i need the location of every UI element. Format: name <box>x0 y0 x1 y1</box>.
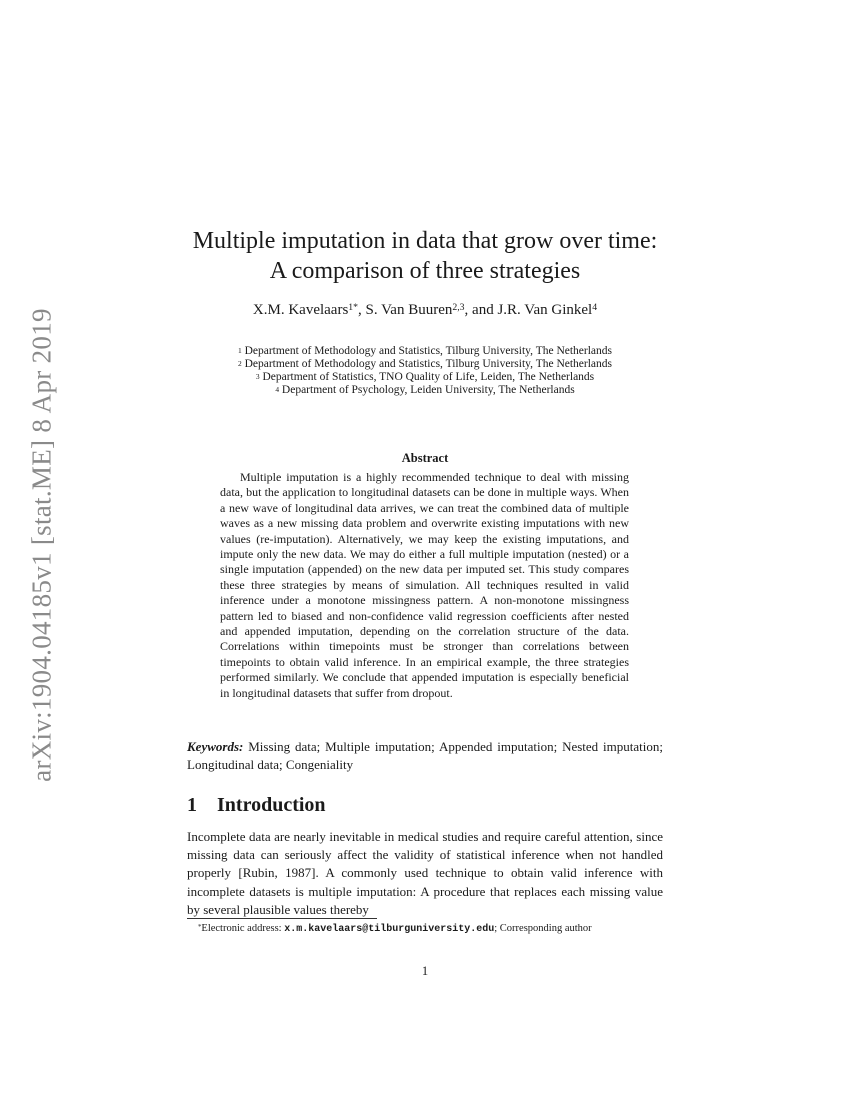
affiliation-text: Department of Psychology, Leiden University, The Netherlands <box>281 384 575 396</box>
footnote-rule <box>187 918 377 919</box>
keywords-label: Keywords: <box>187 739 244 754</box>
author-separator: , <box>358 302 366 318</box>
footnote-suffix: ; Corresponding author <box>494 923 592 934</box>
affiliation-line <box>180 371 670 384</box>
title-line-2: A comparison of three strategies <box>269 258 581 284</box>
affiliation-number: 1 <box>237 345 242 355</box>
abstract-body: Multiple imputation is a highly recommended technique to deal with missing data, but the application to longitudinal datasets can be done in multiple ways. When a new wave of longitudinal data arrives, we can treat the combined data of multiple waves as a new missing data problem and overwrite existing imputations with new values (re-imputation). Alternatively, we may keep the existing imputations, and impute only the new data. We may do either a full multiple imputation (nested) or a single imputation (appended) on the new data per imputed set. This study compares these three strategies by means of simulation. All techniques resulted in valid inference under a monotone missingness pattern. A non-monotone missingness pattern led to biased and non-confidence valid regression coefficients after nested and appended imputation, depending on the correlation structure of the data. Correlations within timepoints must be stronger than correlations between timepoints to obtain valid inference. In an empirical example, the three strategies performed similarly. We conclude that appended imputation is especially beneficial in longitudinal datasets that suffer from dropout. <box>220 470 629 700</box>
author-name: J.R. Van Ginkel <box>497 302 593 318</box>
footnote-prefix: Electronic address: <box>201 923 285 934</box>
keywords-text: Missing data; Multiple imputation; Appended imputation; Nested imputation; Longitudinal data; Congeniality <box>187 739 664 772</box>
author-name: S. Van Buuren <box>365 302 453 318</box>
author-affil-mark: 2,3 <box>452 302 465 314</box>
paper-title <box>180 226 670 286</box>
affiliation-text: Department of Methodology and Statistics, Tilburg University, The Netherlands <box>244 345 613 357</box>
affiliation-number: 3 <box>255 371 260 381</box>
affiliation-text: Department of Methodology and Statistics, Tilburg University, The Netherlands <box>244 358 613 370</box>
keywords <box>187 738 663 774</box>
author-separator: , and <box>464 302 498 318</box>
author-list <box>180 300 670 320</box>
author-affil-mark: 4 <box>592 302 598 314</box>
page-number: 1 <box>421 964 429 978</box>
author-affil-mark: 1* <box>348 302 359 314</box>
affiliation-number: 4 <box>275 384 280 394</box>
section-number: 1 <box>187 794 197 816</box>
affiliation-number: 2 <box>237 358 242 368</box>
section-heading <box>187 794 326 817</box>
section-title: Introduction <box>217 794 326 816</box>
footnote-mark: * <box>198 923 202 931</box>
introduction-body: Incomplete data are nearly inevitable in medical studies and require careful attention, since missing data can seriously affect the validity of statistical inference when not handled properly [Rubin, 1987]. A commonly used technique to obtain valid inference with incomplete datasets is multiple imputation: A procedure that replaces each missing value by several plausible values thereby <box>187 829 663 917</box>
footnote <box>198 922 592 937</box>
affiliation-text: Department of Statistics, TNO Quality of Life, Leiden, The Netherlands <box>262 371 595 383</box>
footnote-email[interactable]: x.m.kavelaars@tilburguniversity.edu <box>284 924 495 935</box>
affiliation-line <box>180 358 670 371</box>
author-name: X.M. Kavelaars <box>252 302 349 318</box>
arxiv-stamp: arXiv:1904.04185v1 [stat.ME] 8 Apr 2019 <box>26 308 57 782</box>
affiliation-line <box>180 345 670 358</box>
affiliation-line <box>180 384 670 397</box>
abstract-heading: Abstract <box>401 451 449 465</box>
affiliations <box>180 345 670 397</box>
title-line-1: Multiple imputation in data that grow over time: <box>192 228 658 254</box>
